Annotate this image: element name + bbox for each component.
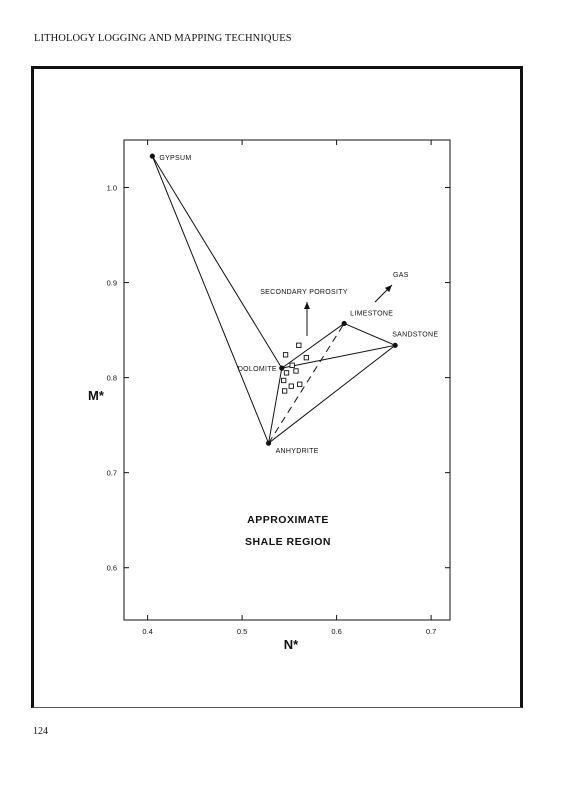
mineral-point (266, 441, 271, 446)
gas-label: GAS (393, 272, 409, 279)
sample-point (294, 369, 298, 373)
y-axis-label: M* (88, 388, 104, 403)
sample-point (304, 355, 308, 359)
mineral-point (279, 366, 284, 371)
y-tick-label: 0.8 (106, 373, 117, 383)
y-tick-label: 0.7 (106, 468, 117, 478)
y-tick-label: 0.9 (106, 278, 117, 288)
y-tick-label: 1.0 (106, 183, 117, 193)
x-tick-label: 0.5 (236, 627, 248, 636)
mineral-label: ANHYDRITE (275, 448, 319, 456)
secondary-porosity-label: SECONDARY POROSITY (260, 289, 348, 296)
shale-region-line1: APPROXIMATE (247, 514, 329, 526)
sample-point (297, 343, 301, 347)
shale-region-line2: SHALE REGION (245, 536, 331, 548)
x-tick-label: 0.6 (331, 627, 342, 636)
y-tick-label: 0.6 (106, 563, 117, 573)
mineral-label: GYPSUM (159, 155, 192, 163)
running-head: LITHOLOGY LOGGING AND MAPPING TECHNIQUES (34, 33, 292, 44)
mineral-point (150, 154, 155, 159)
mineral-line (269, 345, 396, 443)
sample-point (289, 384, 293, 388)
plot-frame (124, 140, 450, 620)
mineral-line (152, 156, 268, 443)
mineral-line (282, 345, 395, 368)
dashed-mineral-line (269, 323, 345, 443)
sample-point (284, 371, 288, 375)
sample-point (290, 363, 294, 367)
mineral-point (393, 343, 398, 348)
mineral-label: SANDSTONE (392, 331, 439, 339)
secondary-porosity-arrow-head (304, 302, 310, 309)
sample-point (282, 389, 286, 393)
page-number: 124 (33, 726, 48, 737)
mineral-line (152, 156, 281, 368)
mineral-line (344, 323, 395, 345)
mineral-label: LIMESTONE (350, 310, 394, 318)
sample-point (283, 353, 287, 357)
x-tick-label: 0.4 (142, 627, 153, 636)
x-axis-label: N* (283, 637, 299, 652)
sample-point (281, 378, 285, 382)
sample-point (298, 382, 302, 386)
mineral-label: DOLOMITE (237, 366, 277, 374)
x-tick-label: 0.7 (425, 627, 437, 636)
mineral-point (342, 321, 347, 326)
